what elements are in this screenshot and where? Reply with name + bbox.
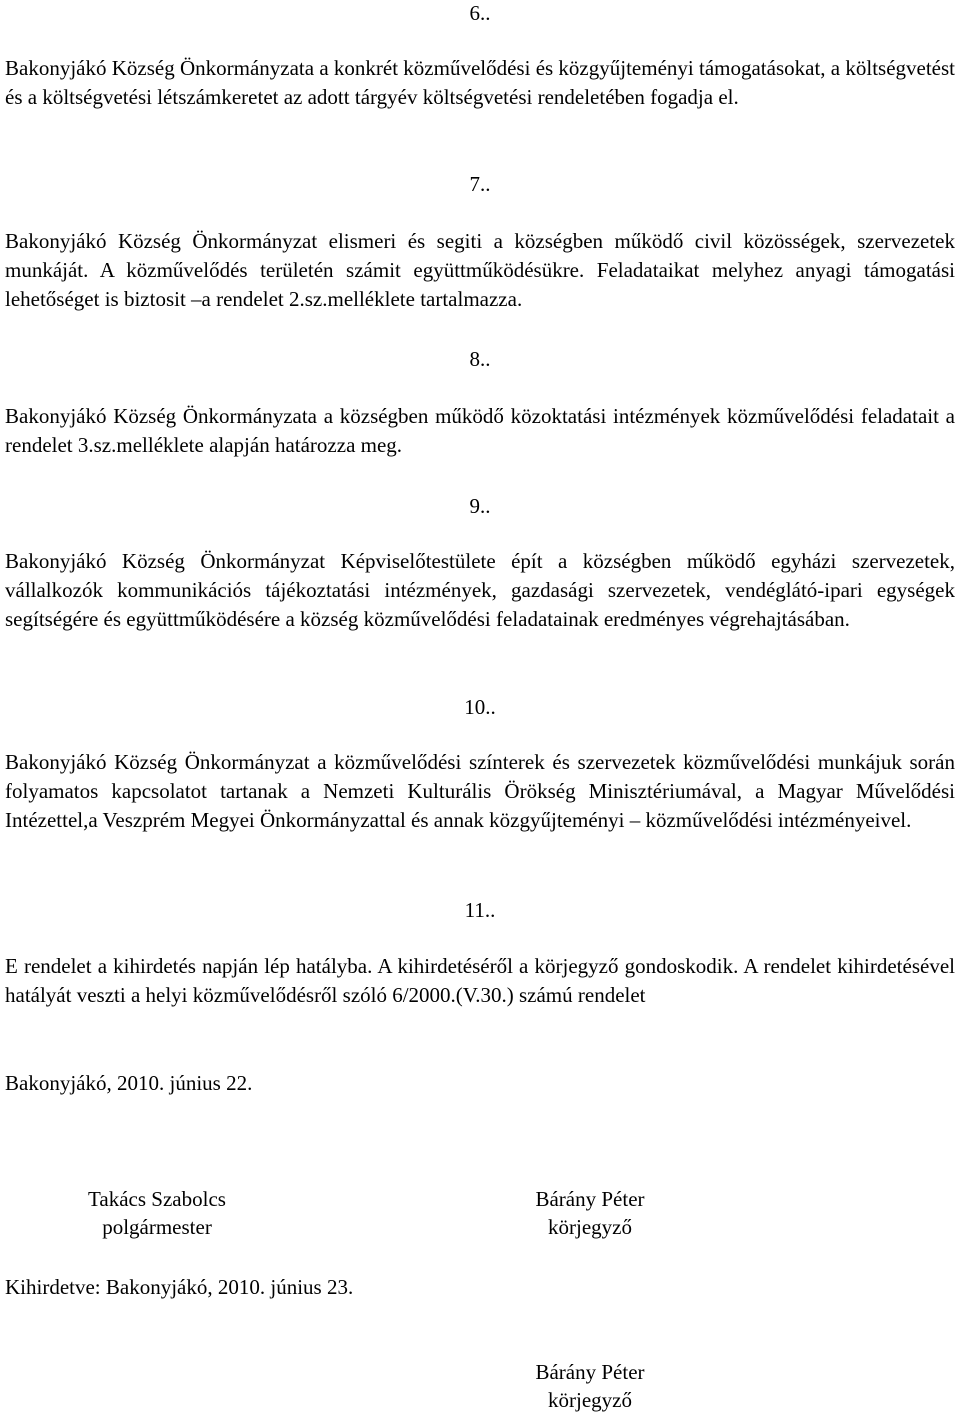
final-signature-name: Bárány Péter <box>535 1360 645 1384</box>
section-10-text: Bakonyjákó Község Önkormányzat a közművelődési színterek és szervezetek közművelődési munkájuk során folyamatos kapcsolatot tartanak a Nemzeti Kulturális Örökség Minisztériumával, a Magyar Művelődési Intézettel,a Veszprém Megyei Önkormányzattal és annak közgyűjteményi – közművelődési intézményeivel. <box>5 750 955 832</box>
section-8-number: 8.. <box>469 347 491 371</box>
section-9-number: 9.. <box>469 494 491 518</box>
section-11-number: 11.. <box>464 898 496 922</box>
final-signature-title: körjegyző <box>548 1388 632 1412</box>
section-7-text: Bakonyjákó Község Önkormányzat elismeri és segiti a községben működő civil közösségek, szervezetek munkáját. A közművelődés területén számit együttműködésükre. Feladataikat melyhez anyagi támogatási lehetőséget is biztosit –a rendelet 2.sz.melléklete tartalmazza. <box>5 229 955 311</box>
section-8-text: Bakonyjákó Község Önkormányzata a községben működő közoktatási intézmények közművelődési feladatait a rendelet 3.sz.melléklete alapján határozza meg. <box>5 404 955 457</box>
mayor-title: polgármester <box>102 1215 212 1239</box>
notary-title: körjegyző <box>548 1215 632 1239</box>
notary-name: Bárány Péter <box>535 1187 645 1211</box>
mayor-signature-block <box>37 1185 277 1241</box>
place-date: Bakonyjákó, 2010. június 22. <box>5 1071 253 1095</box>
section-11-text: E rendelet a kihirdetés napján lép hatályba. A kihirdetéséről a körjegyző gondoskodik. A rendelet kihirdetésével hatályát veszti a helyi közművelődésről szóló 6/2000.(V.30.) számú rendelet <box>5 954 955 1007</box>
section-6-number: 6.. <box>469 1 491 25</box>
mayor-name: Takács Szabolcs <box>88 1187 226 1211</box>
section-10-number: 10.. <box>464 695 496 719</box>
section-7-number: 7.. <box>469 172 491 196</box>
section-9-text: Bakonyjákó Község Önkormányzat Képviselőtestülete épít a községben működő egyházi szervezetek, vállalkozók kommunikációs tájékoztatási intézmények, gazdasági szervezetek, vendéglátó-ipari egységek segítségére és együttműködésére a község közművelődési feladatainak eredményes végrehajtásában. <box>5 549 955 631</box>
promulgation-line: Kihirdetve: Bakonyjákó, 2010. június 23. <box>5 1275 354 1299</box>
notary-signature-block <box>470 1185 710 1241</box>
section-6-text: Bakonyjákó Község Önkormányzata a konkrét közművelődési és közgyűjteményi támogatásokat, a költségvetést és a költségvetési létszámkeretet az adott tárgyév költségvetési rendeletében fogadja el. <box>5 56 955 109</box>
final-signature-block <box>470 1358 710 1414</box>
